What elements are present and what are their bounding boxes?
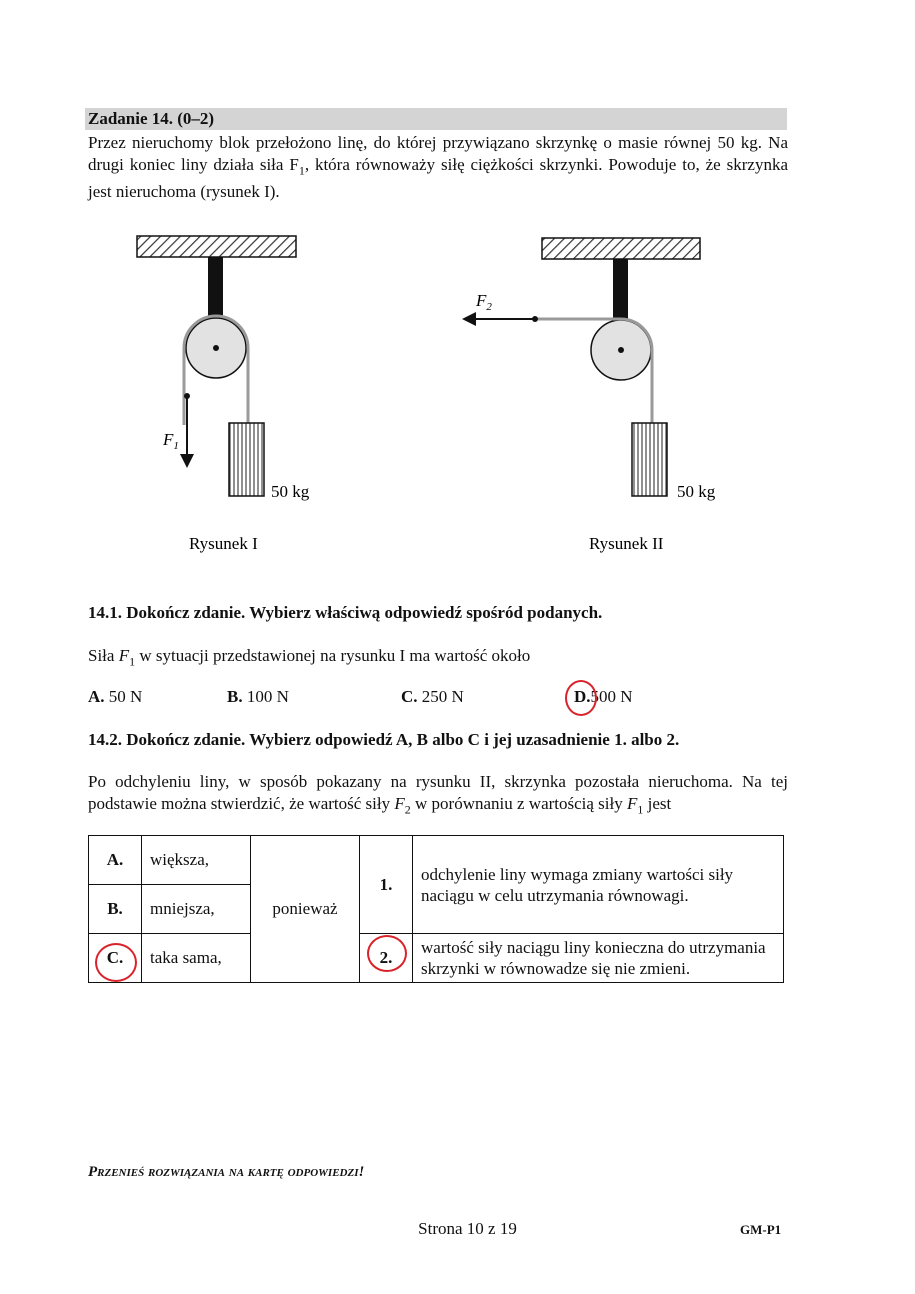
- reason-num-2[interactable]: 2.: [360, 934, 413, 983]
- caption-1: Rysunek I: [189, 534, 258, 553]
- pulley-figures: [0, 0, 915, 600]
- page-number: Strona 10 z 19: [418, 1219, 517, 1238]
- connector: ponieważ: [251, 836, 360, 983]
- q2-stem: Po odchyleniu liny, w sposób pokazany na rysunku II, skrzynka pozostała nieruchoma. Na tej podstawie można stwierdzić, że wartość siły $F_2$ w porównaniu z wartością siły $F_1$ jest: [88, 772, 788, 817]
- ceiling-1: [137, 236, 296, 257]
- ceiling-2: [542, 238, 700, 259]
- footer-note: Przenieś rozwiązania na kartę odpowiedzi!: [88, 1164, 365, 1180]
- q1-stem: Siła $F_1$ w sytuacji przedstawionej na rysunku I ma wartość około: [88, 646, 531, 669]
- figure-2: [462, 238, 716, 553]
- task-intro: Przez nieruchomy blok przełożono linę, do której przywiązano skrzynkę o masie równej 50 kg. Na drugi koniec liny działa siła $F_1$, która równoważy siłę ciężkości skrzynki. Powoduje to, że skrzynka jest nieruchoma (rysunek I).: [88, 133, 788, 202]
- task-header: Zadanie 14. (0–2): [85, 108, 787, 130]
- reason-text-1[interactable]: odchylenie liny wymaga zmiany wartości siły naciągu w celu utrzymania równowagi.: [413, 836, 784, 934]
- reason-num-1[interactable]: 1.: [360, 836, 413, 934]
- crate-1: [229, 423, 264, 496]
- exam-code: GM-P1: [740, 1222, 782, 1237]
- crate-2: [632, 423, 667, 496]
- reason-text-2[interactable]: wartość siły naciągu liny konieczna do utrzymania skrzynki w równowadze się nie zmieni.: [413, 934, 784, 983]
- caption-2: Rysunek II: [589, 534, 664, 553]
- choice-letter-c[interactable]: C.: [89, 934, 142, 983]
- q1-option-a[interactable]: A. 50 N: [88, 687, 143, 706]
- choice-letter-a[interactable]: A.: [89, 836, 142, 885]
- choice-text-b[interactable]: mniejsza,: [142, 885, 251, 934]
- answer-circle-2: [367, 935, 407, 972]
- q1-title: 14.1. Dokończ zdanie. Wybierz właściwą odpowiedź spośród podanych.: [88, 603, 603, 622]
- choice-text-c[interactable]: taka sama,: [142, 934, 251, 983]
- answer-circle-c: [95, 943, 137, 982]
- force-label-2: $F_2$: [476, 291, 492, 313]
- mount-1: [208, 257, 223, 319]
- mount-2: [613, 259, 628, 319]
- q1-option-d[interactable]: D.500 N: [574, 687, 633, 706]
- choice-letter-b[interactable]: B.: [89, 885, 142, 934]
- mass-label-1: 50 kg: [271, 482, 310, 501]
- q1-option-b[interactable]: B. 100 N: [227, 687, 289, 706]
- q2-title: 14.2. Dokończ zdanie. Wybierz odpowiedź A, B albo C i jej uzasadnienie 1. albo 2.: [88, 730, 680, 749]
- figure-1: [137, 236, 310, 553]
- force-label-1: $F_1$: [163, 430, 179, 452]
- mass-label-2: 50 kg: [677, 482, 716, 501]
- choice-text-a[interactable]: większa,: [142, 836, 251, 885]
- answer-circle-d: [565, 680, 597, 716]
- q2-answer-table: [88, 835, 784, 983]
- q1-option-c[interactable]: C. 250 N: [401, 687, 464, 706]
